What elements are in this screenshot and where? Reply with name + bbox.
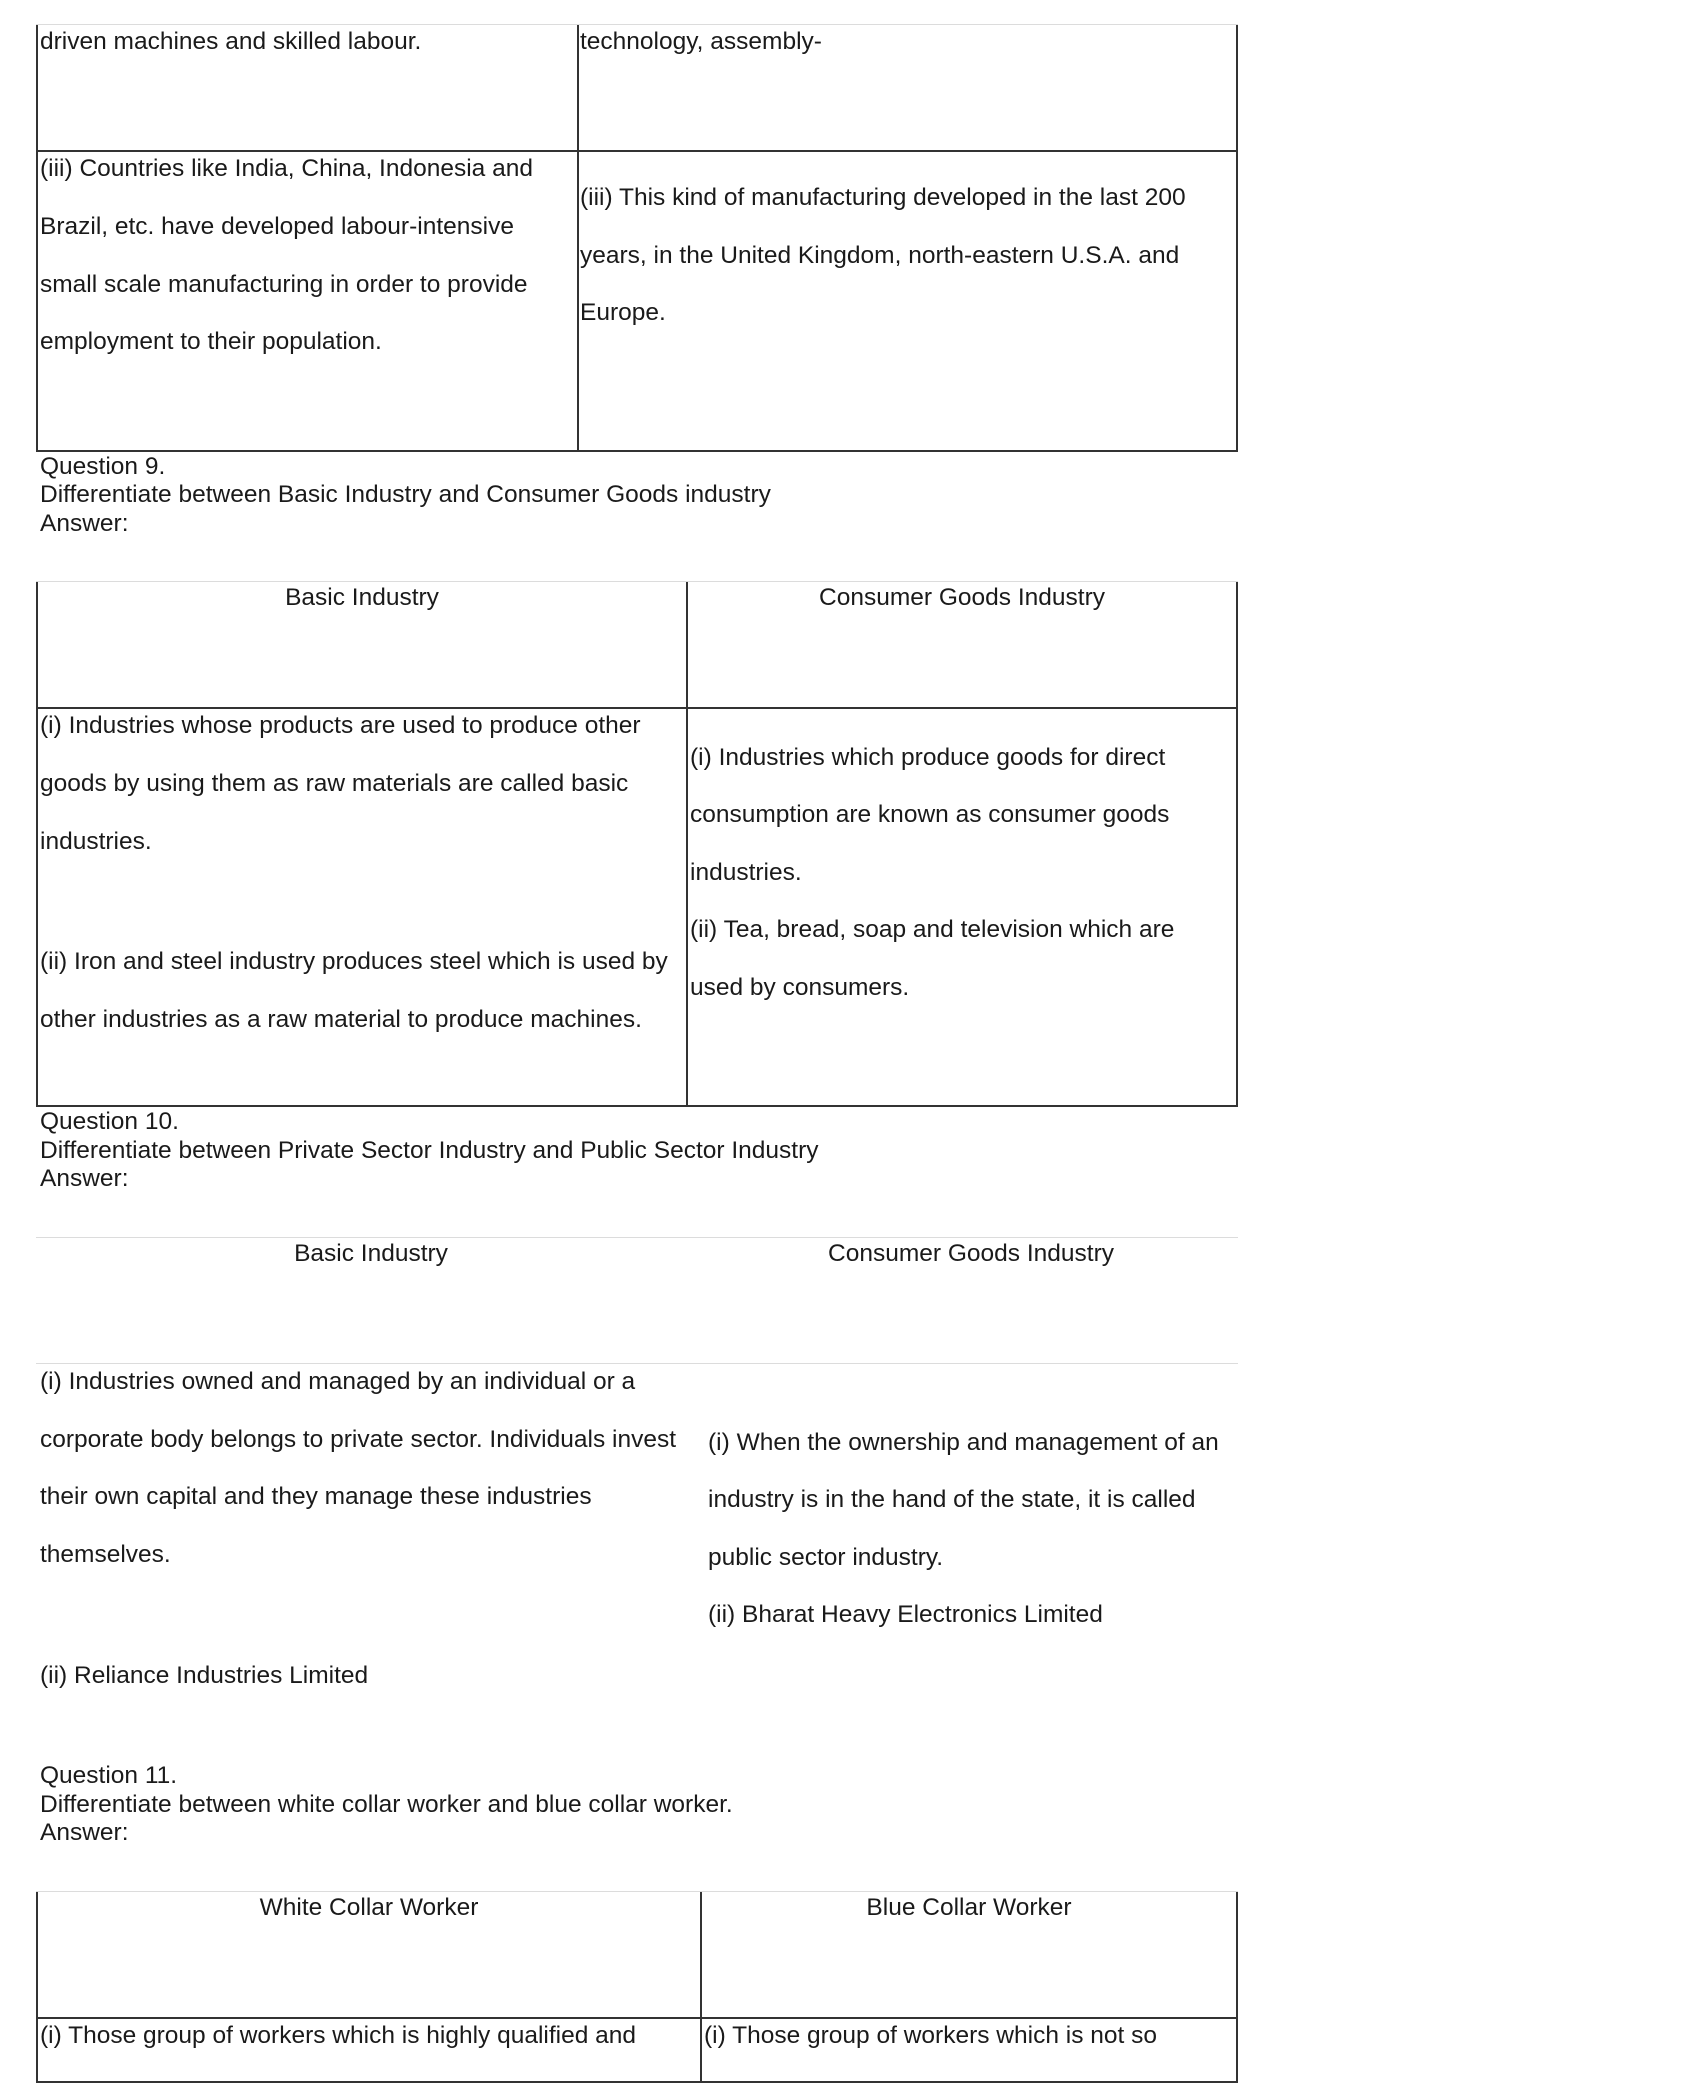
table-cell-text: (iii) This kind of manufacturing developed in the last 200 xyxy=(580,184,1186,211)
question-number: Question 11. xyxy=(40,1762,178,1789)
table-cell-text: (ii) Bharat Heavy Electronics Limited xyxy=(708,1601,1103,1628)
table-cell-text: consumption are known as consumer goods xyxy=(690,801,1170,828)
table-cell-text: used by consumers. xyxy=(690,974,910,1001)
table-cell-text: employment to their population. xyxy=(40,328,382,355)
table-header: Consumer Goods Industry xyxy=(828,1240,1114,1267)
question-text: Differentiate between Private Sector Industry and Public Sector Industry xyxy=(40,1137,819,1164)
table-cell-text: themselves. xyxy=(40,1541,171,1568)
table-cell-text: other industries as a raw material to produce machines. xyxy=(40,1006,642,1033)
table-cell-text: technology, assembly- xyxy=(580,28,822,55)
table-header: White Collar Worker xyxy=(259,1894,479,1921)
table-cell-text: their own capital and they manage these industries xyxy=(40,1483,592,1510)
table-cell-text: corporate body belongs to private sector. Individuals invest xyxy=(40,1426,677,1453)
table-cell-text: Europe. xyxy=(580,299,666,326)
table-cell-text: goods by using them as raw materials are called basic xyxy=(40,770,629,797)
table-cell-text: driven machines and skilled labour. xyxy=(40,28,422,55)
table-cell-text: years, in the United Kingdom, north-eastern U.S.A. and xyxy=(580,242,1180,269)
question-text: Differentiate between white collar worker and blue collar worker. xyxy=(40,1791,733,1818)
table-cell-text: (i) Those group of workers which is not so xyxy=(704,2022,1157,2049)
table-cell-text: (ii) Iron and steel industry produces steel which is used by xyxy=(40,948,668,975)
question-text: Differentiate between Basic Industry and Consumer Goods industry xyxy=(40,481,771,508)
table-header: Consumer Goods Industry xyxy=(819,584,1105,611)
table-cell-text: Brazil, etc. have developed labour-intensive xyxy=(40,213,514,240)
table-cell-text: (ii) Reliance Industries Limited xyxy=(40,1662,369,1689)
table-header: Basic Industry xyxy=(294,1240,448,1267)
table-cell-text: small scale manufacturing in order to provide xyxy=(40,271,528,298)
answer-label: Answer: xyxy=(40,1165,129,1192)
table-cell-text: (i) Industries which produce goods for direct xyxy=(690,744,1166,771)
table-cell-text: (i) Industries whose products are used to produce other xyxy=(40,712,641,739)
table-cell-text: public sector industry. xyxy=(708,1544,944,1571)
table-cell-text: industry is in the hand of the state, it is called xyxy=(708,1486,1196,1513)
table-cell-text: industries. xyxy=(690,859,802,886)
answer-label: Answer: xyxy=(40,1819,129,1846)
table-cell-text: (i) Industries owned and managed by an individual or a xyxy=(40,1368,636,1395)
table-cell-text: (i) When the ownership and management of an xyxy=(708,1429,1219,1456)
table-cell-text: (iii) Countries like India, China, Indonesia and xyxy=(40,155,533,182)
answer-label: Answer: xyxy=(40,510,129,537)
table-header: Blue Collar Worker xyxy=(866,1894,1072,1921)
table-header: Basic Industry xyxy=(285,584,439,611)
table-cell-text: (i) Those group of workers which is highly qualified and xyxy=(40,2022,637,2049)
table-cell-text: industries. xyxy=(40,828,152,855)
question-number: Question 9. xyxy=(40,453,166,480)
table-cell-text: (ii) Tea, bread, soap and television which are xyxy=(690,916,1175,943)
question-number: Question 10. xyxy=(40,1108,179,1135)
